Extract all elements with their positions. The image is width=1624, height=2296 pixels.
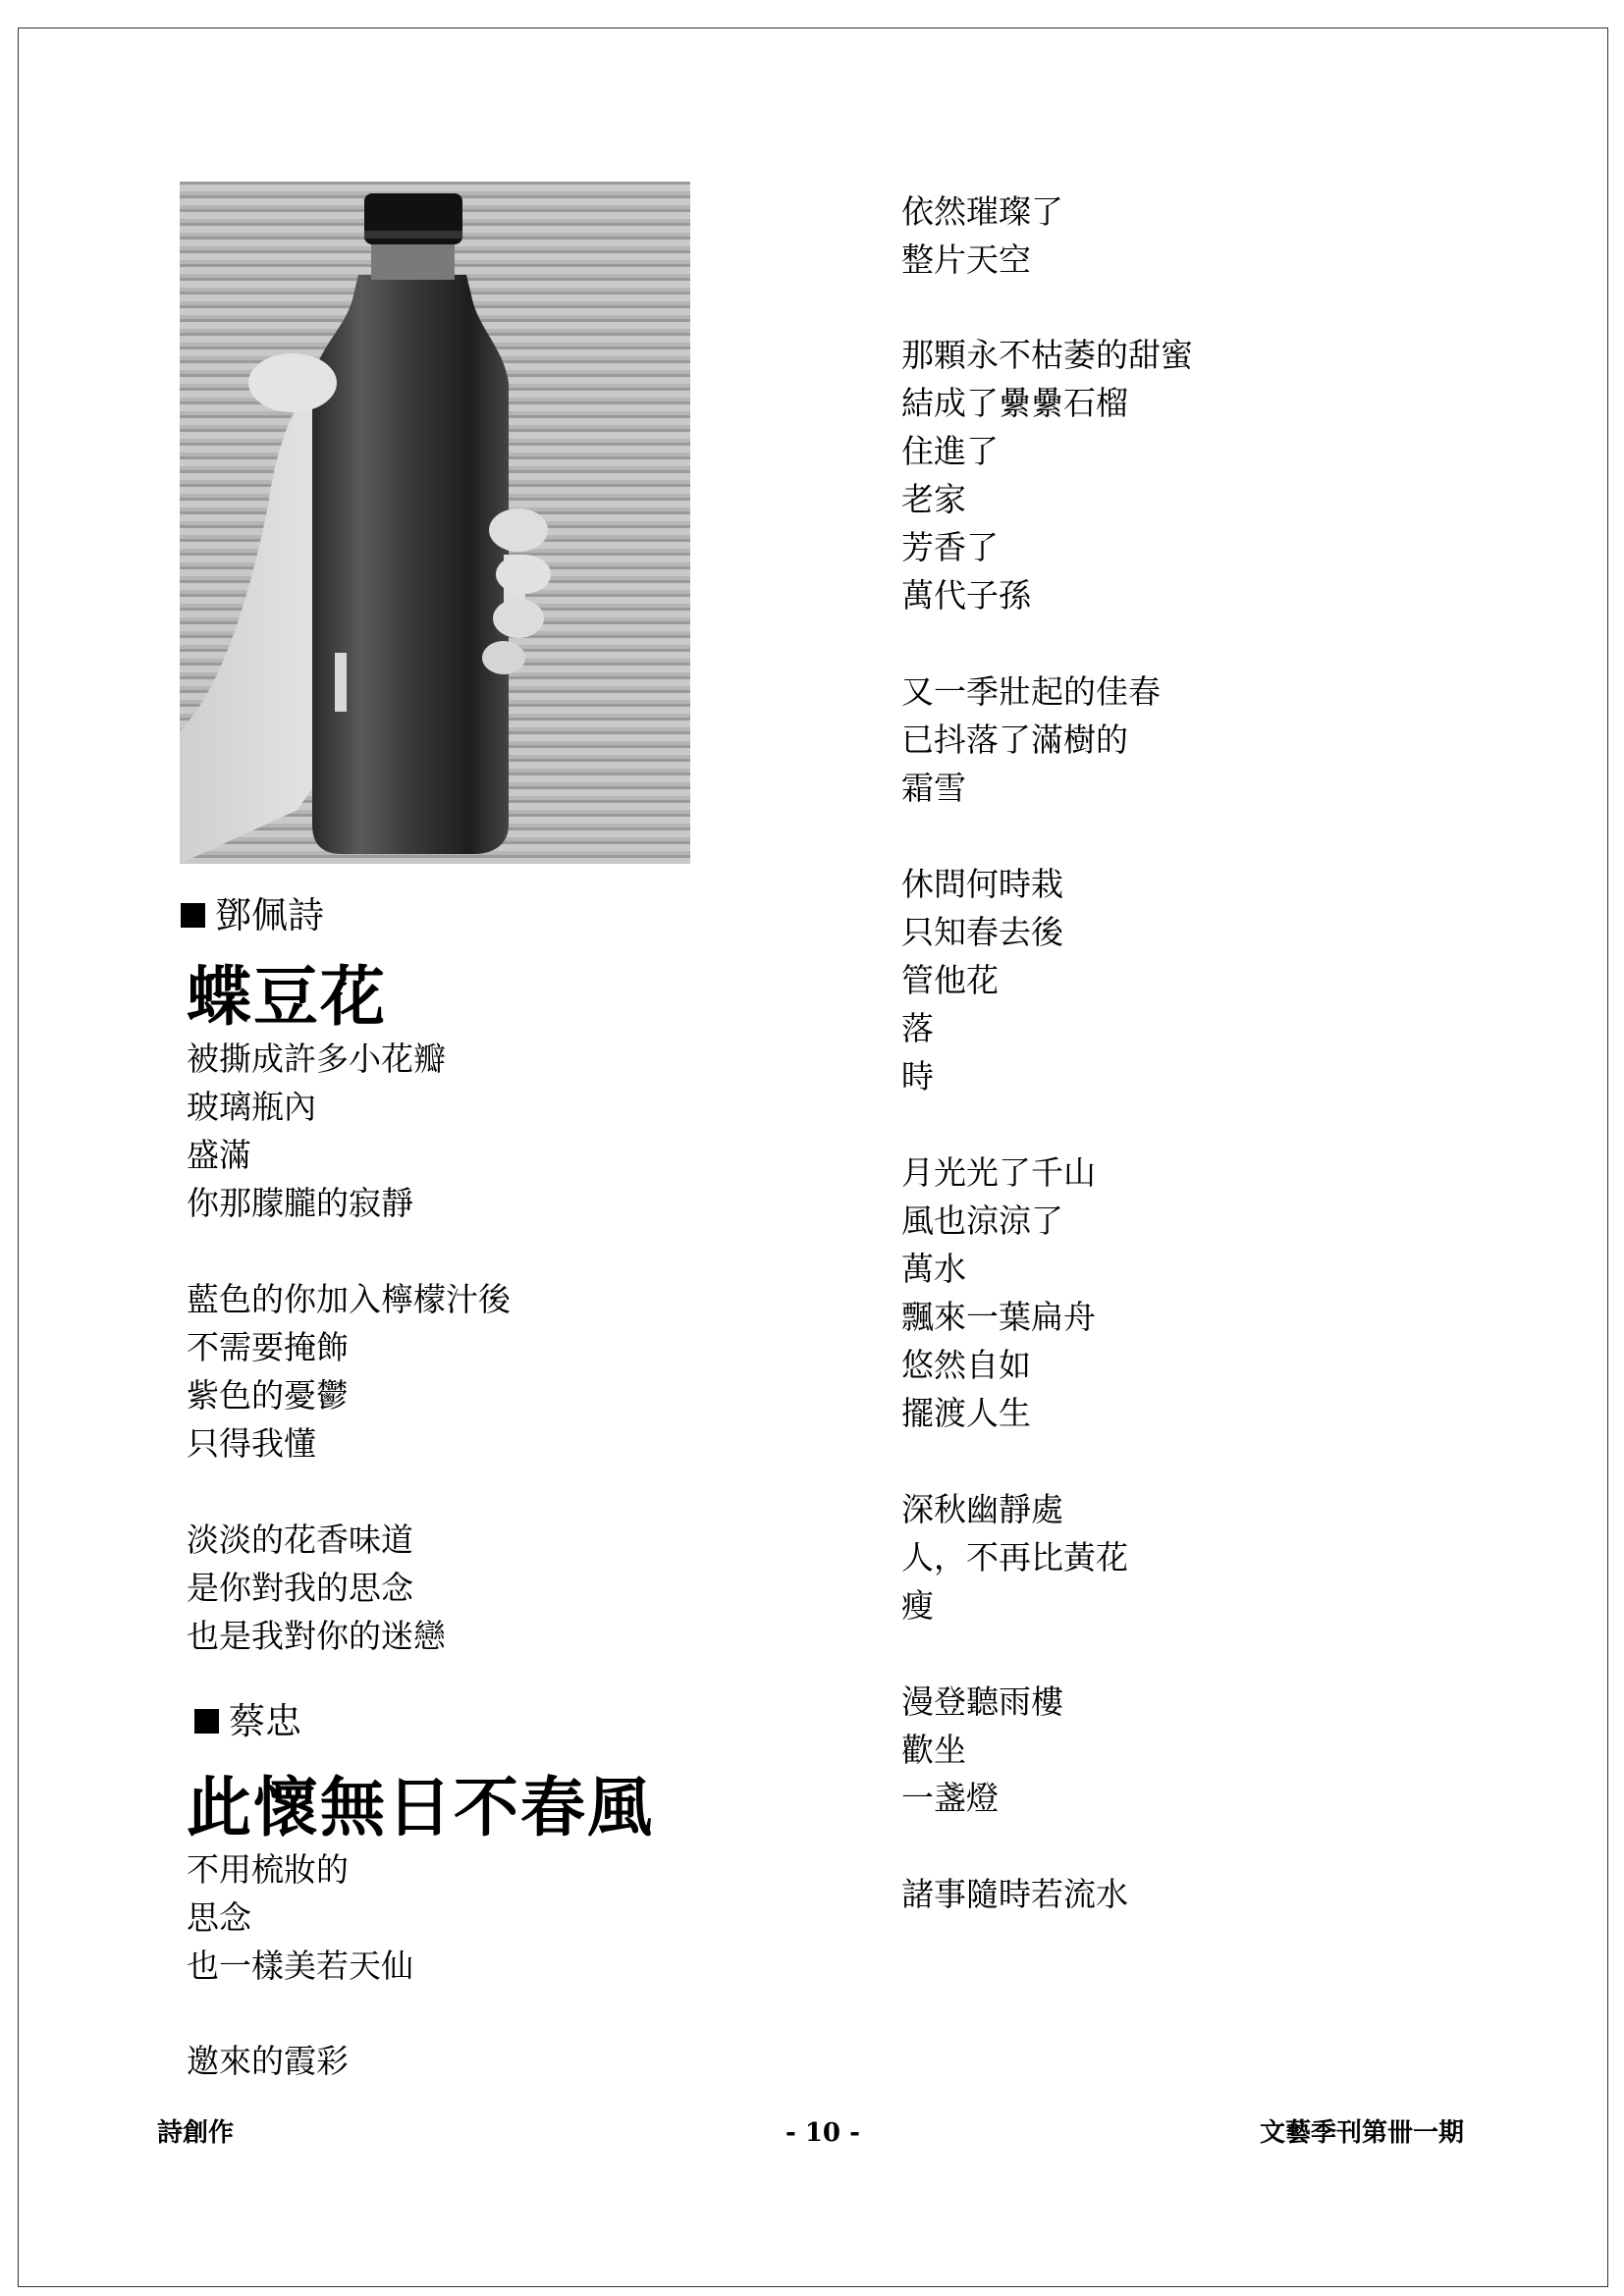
bottle-photo: [180, 182, 690, 864]
author-name: 蔡忠: [229, 1700, 301, 1742]
poem-line: 結成了纍纍石榴: [901, 384, 1128, 422]
poem-line: 霜雪: [901, 769, 966, 807]
poem-line: 住進了: [901, 432, 999, 470]
poem-line: 人，不再比黃花: [901, 1538, 1128, 1576]
author-byline: [181, 894, 324, 936]
poem-stanza: [901, 860, 1063, 1100]
poem-line: 歡坐: [901, 1731, 966, 1769]
poem-line: 已抖落了滿樹的: [901, 721, 1128, 759]
poem-line: 邀來的霞彩: [187, 2042, 349, 2080]
poem-line: 又一季壯起的佳春: [901, 672, 1161, 711]
poem-stanza: [901, 1870, 1128, 1918]
poem-line: 被撕成許多小花瓣: [187, 1040, 446, 1078]
poem-stanza: [187, 1035, 446, 1227]
poem-line: 飄來一葉扁舟: [901, 1298, 1096, 1336]
poem-line: 老家: [901, 480, 966, 518]
footer-section-label: 詩創作: [157, 2118, 235, 2148]
poem-line: 休問何時栽: [901, 865, 1063, 903]
poem-line: 藍色的你加入檸檬汁後: [187, 1280, 511, 1318]
author-byline: [194, 1700, 301, 1742]
poem-stanza: [187, 2037, 349, 2085]
poem-line: 不用梳妝的: [187, 1850, 349, 1889]
poem-line: 不需要掩飾: [187, 1328, 349, 1366]
poem-line: 思念: [187, 1898, 251, 1937]
poem-line: 盛滿: [187, 1136, 251, 1174]
poem-line: 玻璃瓶內: [187, 1088, 316, 1126]
poem-line: 那顆永不枯萎的甜蜜: [901, 336, 1193, 374]
poem-line: 悠然自如: [901, 1346, 1031, 1384]
square-bullet-icon: [181, 903, 205, 928]
poem-line: 是你對我的思念: [187, 1569, 413, 1607]
poem-line: 淡淡的花香味道: [187, 1521, 413, 1559]
poem-line: 落: [901, 1009, 934, 1047]
poem-line: 芳香了: [901, 528, 999, 566]
poem-stanza: [901, 331, 1193, 619]
poem-line: 只知春去後: [901, 913, 1063, 951]
page-number: - 10 -: [785, 2118, 860, 2148]
poem-line: 瘦: [901, 1586, 934, 1625]
poem-line: 紫色的憂鬱: [187, 1376, 349, 1415]
poem-line: 一盞燈: [901, 1779, 999, 1817]
poem-line: 諸事隨時若流水: [901, 1875, 1128, 1913]
poem-line: 漫登聽雨樓: [901, 1682, 1063, 1721]
poem-line: 萬水: [901, 1250, 966, 1288]
poem-line: 也是我對你的迷戀: [187, 1617, 446, 1655]
footer-issue-label: 文藝季刊第卌一期: [1260, 2118, 1465, 2148]
poem-stanza: [187, 1275, 511, 1468]
poem-title: 蝶豆花: [187, 958, 387, 1035]
poem-stanza: [901, 1485, 1128, 1629]
square-bullet-icon: [194, 1709, 219, 1734]
poem-stanza: [901, 1678, 1063, 1822]
poem-title: 此懷無日不春風: [187, 1769, 654, 1845]
poem-line: 月光光了千山: [901, 1153, 1096, 1192]
poem-line: 依然璀璨了: [901, 192, 1063, 231]
poem-stanza: [901, 187, 1063, 284]
poem-line: 你那朦朧的寂靜: [187, 1184, 413, 1222]
author-name: 鄧佩詩: [215, 894, 324, 936]
poem-stanza: [187, 1845, 413, 1990]
poem-line: 風也涼涼了: [901, 1201, 1063, 1240]
poem-stanza: [901, 667, 1161, 812]
poem-line: 時: [901, 1057, 934, 1095]
poem-stanza: [901, 1148, 1096, 1437]
poem-stanza: [187, 1516, 446, 1660]
poem-line: 擺渡人生: [901, 1394, 1031, 1432]
poem-line: 萬代子孫: [901, 576, 1031, 614]
poem-line: 只得我懂: [187, 1424, 316, 1463]
poem-line: 管他花: [901, 961, 999, 999]
poem-line: 深秋幽靜處: [901, 1490, 1063, 1528]
poem-line: 也一樣美若天仙: [187, 1947, 413, 1985]
poem-line: 整片天空: [901, 240, 1031, 279]
